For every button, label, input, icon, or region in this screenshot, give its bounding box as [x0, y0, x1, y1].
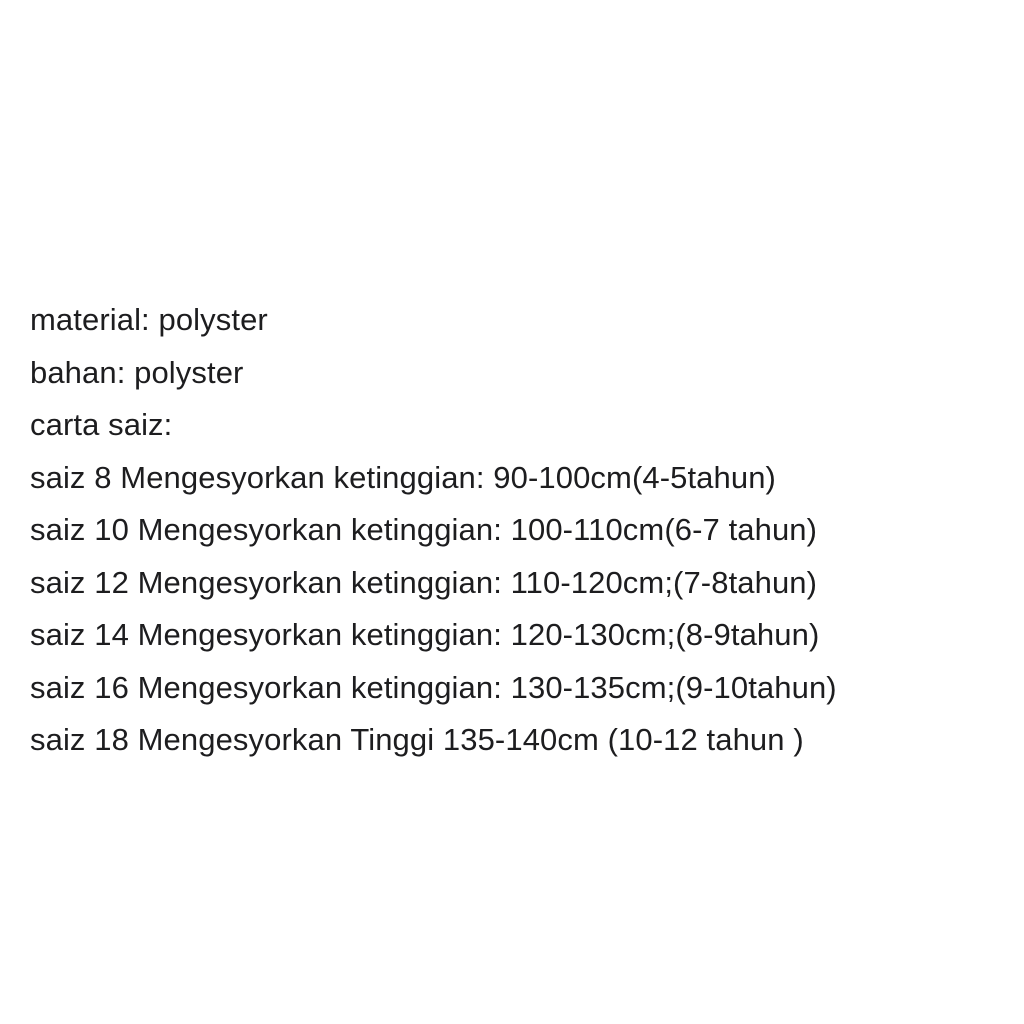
bahan-line: bahan: polyster [30, 354, 244, 390]
size-line-saiz-12: saiz 12 Mengesyorkan ketinggian: 110-120cm;(7-8tahun) [30, 564, 818, 600]
size-line-saiz-18: saiz 18 Mengesyorkan Tinggi 135-140cm (10-12 tahun ) [30, 722, 804, 757]
product-description [30, 294, 990, 767]
size-line-saiz-10: saiz 10 Mengesyorkan ketinggian: 100-110cm(6-7 tahun) [30, 512, 818, 547]
material-line: material: polyster [30, 302, 268, 337]
size-line-saiz-8: saiz 8 Mengesyorkan ketinggian: 90-100cm(4-5tahun) [30, 459, 776, 495]
size-line-saiz-16: saiz 16 Mengesyorkan ketinggian: 130-135cm;(9-10tahun) [30, 669, 837, 705]
size-chart-heading: carta saiz: [30, 407, 173, 442]
size-line-saiz-14: saiz 14 Mengesyorkan ketinggian: 120-130cm;(8-9tahun) [30, 617, 820, 652]
